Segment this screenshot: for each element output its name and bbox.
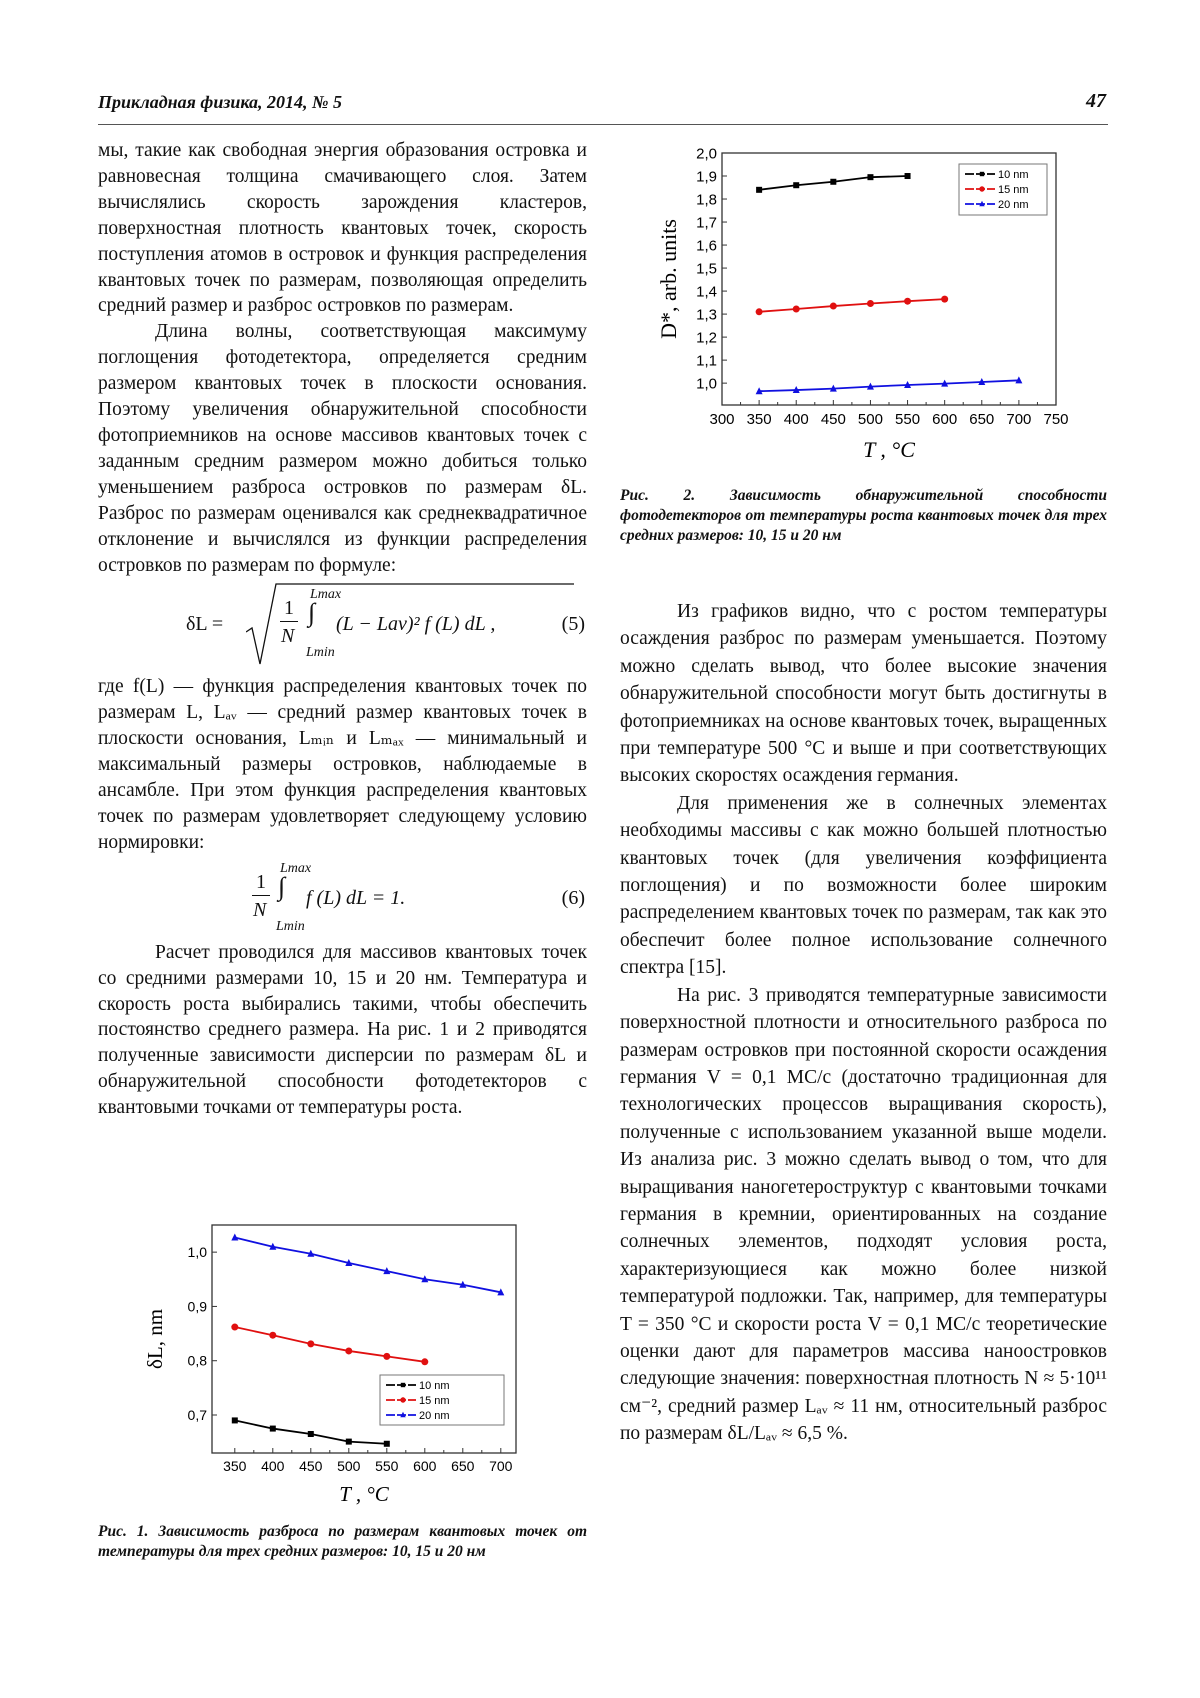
formula-lhs: δL = <box>186 613 224 636</box>
circle-marker <box>231 1324 238 1331</box>
square-marker <box>756 187 762 193</box>
circle-marker <box>941 296 948 303</box>
page-number: 47 <box>1086 90 1106 112</box>
circle-marker <box>307 1340 314 1347</box>
y-tick-label: 0,7 <box>187 1406 207 1423</box>
square-marker <box>308 1431 314 1437</box>
y-tick-label: 2,0 <box>696 145 717 163</box>
integral-lower-limit: Lmin <box>276 918 305 934</box>
paragraph: На рис. 3 приводятся температурные зависимости поверхностной плотности и относительного разброса по размерам островков при постоянной скорости осаждения германия V = 0,1 МС/с (достаточно традиционная для технологических процессов выращивания скорость), полученные с использованием указанной выше модели. Из анализа рис. 3 можно сделать вывод о том, что для выращивания наногетероструктур с квантовыми точками германия в кремнии, ориентированных на создание солнечных элементов, подходят условия роста, характеризующиеся как можно более низкой температурой подложки. Так, например, для температуры T = 350 °C и скорости роста V = 0,1 МС/с теоретические оценки дают для параметров массива наноостровков следующие значения: поверхностная плотность N ≈ 5·10¹¹ см⁻², средний размер Lₐᵥ ≈ 11 нм, относительный разброс по размерам δL/Lₐᵥ ≈ 6,5 %. <box>620 984 1107 1445</box>
fraction-denominator: N <box>253 898 267 921</box>
x-tick-label: 700 <box>1006 411 1032 428</box>
circle-marker <box>269 1332 276 1339</box>
y-tick-label: 0,8 <box>187 1352 207 1369</box>
series-line-15-nm <box>235 1327 425 1362</box>
equation-number: (5) <box>561 613 585 636</box>
circle-marker <box>756 308 763 315</box>
circle-marker <box>400 1397 405 1402</box>
legend-label: 15 nm <box>419 1395 450 1407</box>
triangle-marker <box>231 1233 238 1240</box>
y-tick-label: 0,9 <box>187 1298 207 1315</box>
circle-marker <box>867 300 874 307</box>
integral-upper-limit: Lmax <box>280 860 312 876</box>
series-line-15-nm <box>759 299 945 312</box>
square-marker <box>401 1383 405 1387</box>
circle-marker <box>383 1353 390 1360</box>
header-rule <box>98 124 1108 125</box>
x-tick-label: 350 <box>223 1458 247 1474</box>
x-tick-label: 600 <box>413 1458 437 1474</box>
legend-label: 20 nm <box>419 1410 450 1422</box>
caption-label: Рис. 2. <box>620 487 696 504</box>
paragraph: Длина волны, соответствующая максимуму поглощения фотодетектора, определяется средним размером квантовых точек в плоскости основания. Поэтому увеличения обнаружительной способности фотоприемников на основе массивов квантовых точек с заданным средним размером можно добиться только уменьшением разброса островков по размерам δL. Разброс по размерам оценивался как среднеквадратичное отклонение и вычислялся из функции распределения островков по размерам по формуле: <box>98 321 587 576</box>
circle-marker <box>793 306 800 313</box>
fraction-bar <box>280 621 298 622</box>
x-tick-label: 400 <box>783 411 809 428</box>
integral-upper-limit: Lmax <box>310 587 342 603</box>
circle-marker <box>979 186 984 191</box>
fraction-bar <box>252 895 270 896</box>
x-tick-label: 300 <box>709 411 735 428</box>
x-tick-label: 650 <box>451 1458 475 1474</box>
fraction-denominator: N <box>281 625 295 648</box>
fraction-numerator: 1 <box>256 870 266 893</box>
series-line-20-nm <box>235 1237 501 1292</box>
circle-marker <box>421 1358 428 1365</box>
y-tick-label: 1,7 <box>696 214 717 232</box>
equation-number: (6) <box>561 886 585 909</box>
y-tick-label: 1,4 <box>696 283 717 301</box>
y-axis-label: D*, arb. units <box>656 219 681 339</box>
square-marker <box>830 179 836 185</box>
x-tick-label: 700 <box>489 1458 513 1474</box>
y-tick-label: 1,2 <box>696 329 717 347</box>
caption-text: Зависимость разброса по размерам квантовых точек от температуры для трех средних размеров: 10, 15 и 20 нм <box>98 1523 588 1560</box>
integral-sign: ∫ <box>278 871 286 901</box>
square-marker <box>867 174 873 180</box>
journal-header: Прикладная физика, 2014, № 5 <box>98 92 343 112</box>
x-tick-label: 350 <box>746 411 772 428</box>
integral-sign: ∫ <box>308 598 316 628</box>
figure-2-chart <box>650 140 1110 475</box>
caption-label: Рис. 1. <box>98 1523 149 1540</box>
x-tick-label: 600 <box>932 411 958 428</box>
circle-marker <box>904 298 911 305</box>
right-column <box>620 598 1107 1448</box>
x-tick-label: 550 <box>895 411 921 428</box>
legend-label: 15 nm <box>998 184 1029 196</box>
square-marker <box>232 1417 238 1423</box>
caption-text: Зависимость обнаружительной способности фотодетекторов от температуры роста квантовых точек для трех средних размеров: 10, 15 и 20 нм <box>620 487 1108 544</box>
paragraph: мы, такие как свободная энергия образования островка и равновесная толщина смачивающего слоя. Затем вычислялись скорость зарождения кластеров, поверхностная плотность квантовых точек, скорость поступления атомов в островок и функция распределения квантовых точек по размерам, позволяющая определить средний размер и разброс островков по размерам. <box>98 140 587 317</box>
y-tick-label: 1,6 <box>696 237 717 255</box>
integrand: (L − Lav)² f (L) dL , <box>336 613 496 636</box>
square-marker <box>793 182 799 188</box>
formula-6 <box>98 856 587 940</box>
y-tick-label: 1,1 <box>696 352 717 370</box>
integral-lower-limit: Lmin <box>306 645 335 661</box>
formula-5 <box>98 578 587 674</box>
figure-1-chart <box>140 1215 540 1515</box>
integrand: f (L) dL = 1. <box>306 886 406 909</box>
legend-label: 20 nm <box>998 199 1029 211</box>
y-tick-label: 1,9 <box>696 168 717 186</box>
square-marker <box>980 172 984 176</box>
circle-marker <box>345 1347 352 1354</box>
left-column <box>98 138 587 1121</box>
figure-1-caption <box>98 1522 587 1562</box>
paragraph: где f(L) — функция распределения квантовых точек по размерам L, Lₐᵥ — средний размер квантовых точек в плоскости основания, Lₘᵢₙ и Lₘₐₓ — минимальный и максимальный размеры островков, наблюдаемые в ансамбле. При этом функция распределения квантовых точек по размерам удовлетворяет следующему условию нормировки: <box>98 676 587 853</box>
legend-label: 10 nm <box>998 169 1029 181</box>
x-tick-label: 650 <box>969 411 995 428</box>
square-marker <box>905 173 911 179</box>
y-tick-label: 1,5 <box>696 260 717 278</box>
circle-marker <box>830 303 837 310</box>
x-axis-label: T , °C <box>863 437 915 462</box>
legend-label: 10 nm <box>419 1380 450 1392</box>
square-marker <box>384 1441 390 1447</box>
x-axis-label: T , °C <box>339 1482 389 1506</box>
square-marker <box>270 1426 276 1432</box>
x-tick-label: 400 <box>261 1458 285 1474</box>
y-tick-label: 1,8 <box>696 191 717 209</box>
x-tick-label: 450 <box>820 411 846 428</box>
y-axis-label: δL, nm <box>143 1308 167 1370</box>
y-tick-label: 1,0 <box>187 1244 207 1261</box>
fraction-numerator: 1 <box>284 597 294 620</box>
x-tick-label: 750 <box>1043 411 1069 428</box>
paragraph: Из графиков видно, что с ростом температуры осаждения разброс по размерам уменьшается. Поэтому можно сделать вывод, что более высокие значения обнаружительной способности могут быть достигнуты в фотоприемниках на основе квантовых точек, выращенных при температуре 500 °C и выше и при соответствующих высоких скоростях осаждения германия. <box>620 601 1107 787</box>
y-tick-label: 1,0 <box>696 375 717 393</box>
x-tick-label: 550 <box>375 1458 399 1474</box>
x-tick-label: 500 <box>857 411 883 428</box>
x-tick-label: 450 <box>299 1458 323 1474</box>
figure-2-caption <box>620 486 1107 546</box>
square-marker <box>346 1439 352 1445</box>
x-tick-label: 500 <box>337 1458 361 1474</box>
paragraph: Для применения же в солнечных элементах необходимы массивы с как можно большей плотностью квантовых точек (для увеличения коэффициента поглощения) и по возможности более широким распределением квантовых точек по размерам, так как это обеспечит более полное использование солнечного спектра [15]. <box>620 792 1107 979</box>
y-tick-label: 1,3 <box>696 306 717 324</box>
paragraph: Расчет проводился для массивов квантовых точек со средними размерами 10, 15 и 20 нм. Температура и скорость роста выбирались такими, чтобы обеспечить постоянство среднего размера. На рис. 1 и 2 приводятся полученные зависимости дисперсии по размерам δL и обнаружительной способности фотодетекторов с квантовыми точками от температуры роста. <box>98 941 587 1119</box>
